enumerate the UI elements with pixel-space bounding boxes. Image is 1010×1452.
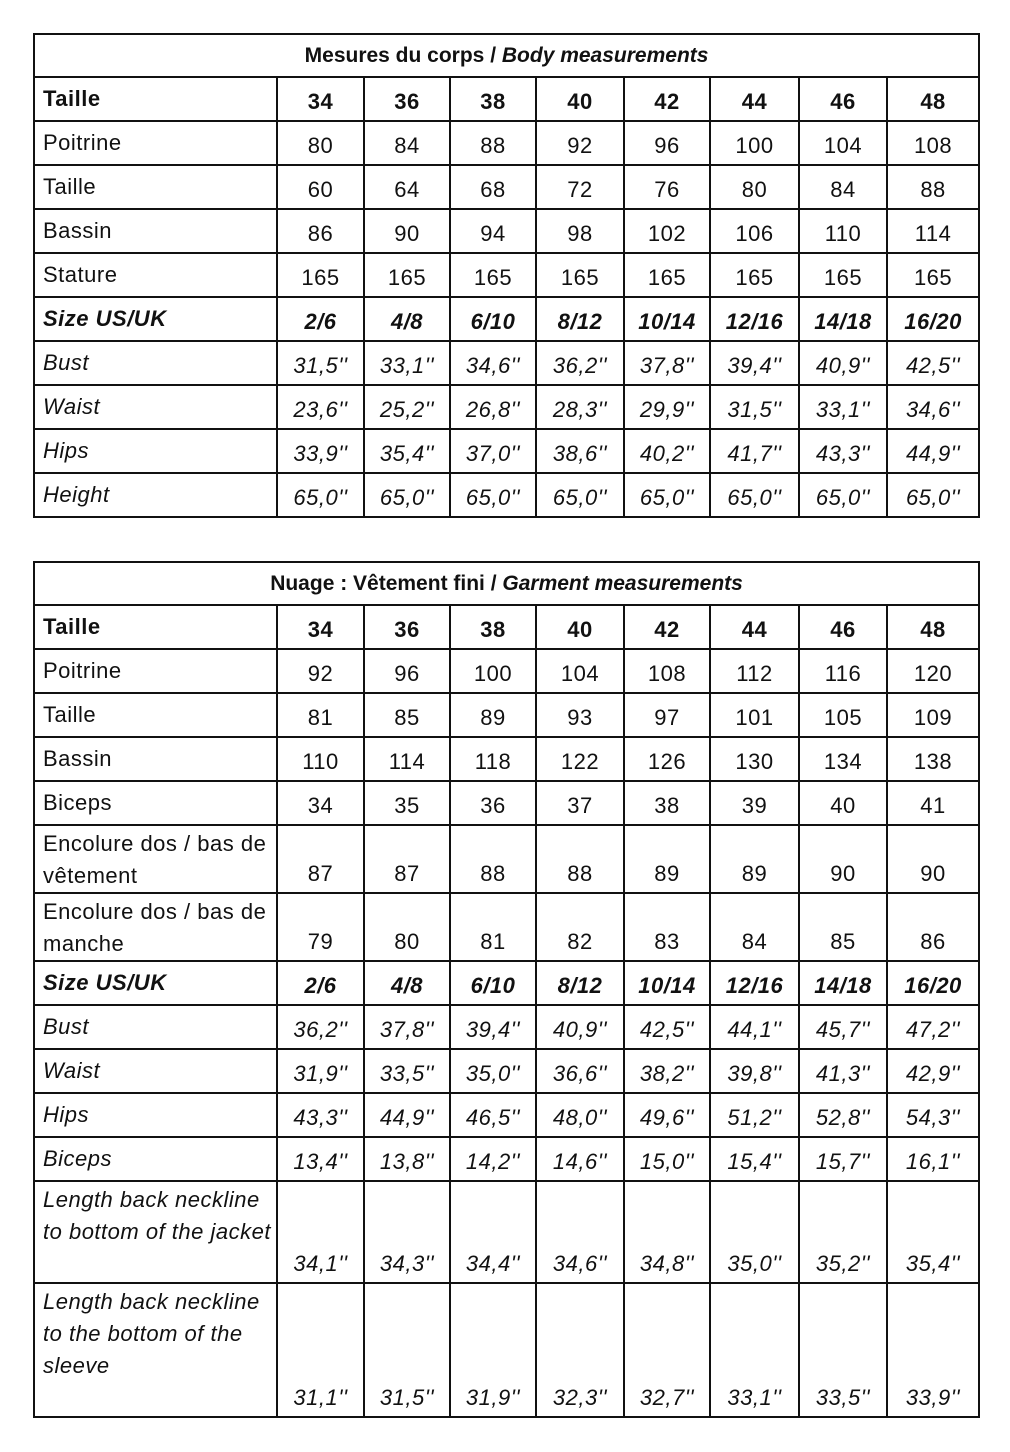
table-cell: 16/20 xyxy=(887,961,979,1005)
table-cell: 94 xyxy=(450,209,536,253)
table-cell: 32,3'' xyxy=(536,1283,624,1417)
table-row xyxy=(34,209,979,253)
table-row xyxy=(34,649,979,693)
table-cell: 100 xyxy=(710,121,799,165)
table-cell: 40,9'' xyxy=(799,341,887,385)
table-cell: 88 xyxy=(887,165,979,209)
table-cell: 33,5'' xyxy=(799,1283,887,1417)
table-title xyxy=(34,562,979,605)
table-cell: 104 xyxy=(536,649,624,693)
table-cell: 39 xyxy=(710,781,799,825)
table-cell: 106 xyxy=(710,209,799,253)
table-cell: 165 xyxy=(450,253,536,297)
row-label: Hips xyxy=(34,429,277,473)
table-cell: 6/10 xyxy=(450,961,536,1005)
table-cell: 36 xyxy=(450,781,536,825)
table-cell: 14/18 xyxy=(799,297,887,341)
table-cell: 35,4'' xyxy=(364,429,450,473)
table-cell: 65,0'' xyxy=(364,473,450,517)
table-row xyxy=(34,1181,979,1283)
table-row xyxy=(34,165,979,209)
table-cell: 97 xyxy=(624,693,710,737)
table-cell: 31,9'' xyxy=(450,1283,536,1417)
table-cell: 34,1'' xyxy=(277,1181,364,1283)
table-cell: 48,0'' xyxy=(536,1093,624,1137)
row-label: Biceps xyxy=(34,781,277,825)
table-cell: 37,8'' xyxy=(624,341,710,385)
table-cell: 52,8'' xyxy=(799,1093,887,1137)
table-cell: 8/12 xyxy=(536,297,624,341)
table-cell: 45,7'' xyxy=(799,1005,887,1049)
table-cell: 44 xyxy=(710,77,799,121)
table-cell: 88 xyxy=(536,825,624,893)
table-cell: 65,0'' xyxy=(624,473,710,517)
row-label: Taille xyxy=(34,693,277,737)
table-cell: 14,6'' xyxy=(536,1137,624,1181)
table-cell: 126 xyxy=(624,737,710,781)
table-cell: 15,0'' xyxy=(624,1137,710,1181)
table-row xyxy=(34,893,979,961)
table-cell: 92 xyxy=(536,121,624,165)
table-cell: 49,6'' xyxy=(624,1093,710,1137)
table-cell: 34 xyxy=(277,781,364,825)
table-row xyxy=(34,605,979,649)
table-cell: 14/18 xyxy=(799,961,887,1005)
table-cell: 90 xyxy=(364,209,450,253)
table-cell: 36 xyxy=(364,605,450,649)
table-cell: 81 xyxy=(277,693,364,737)
table-cell: 42 xyxy=(624,77,710,121)
table-cell: 65,0'' xyxy=(710,473,799,517)
table-cell: 96 xyxy=(624,121,710,165)
table-title xyxy=(34,34,979,77)
table-cell: 38,6'' xyxy=(536,429,624,473)
table-cell: 65,0'' xyxy=(450,473,536,517)
table-cell: 38 xyxy=(450,77,536,121)
table-cell: 138 xyxy=(887,737,979,781)
table-title-fr: Mesures du corps / xyxy=(304,43,502,67)
table-cell: 65,0'' xyxy=(277,473,364,517)
row-label: Taille xyxy=(34,77,277,121)
table-cell: 15,4'' xyxy=(710,1137,799,1181)
table-row xyxy=(34,1049,979,1093)
table-cell: 14,2'' xyxy=(450,1137,536,1181)
table-cell: 41,3'' xyxy=(799,1049,887,1093)
table-cell: 48 xyxy=(887,605,979,649)
table-cell: 79 xyxy=(277,893,364,961)
table-cell: 48 xyxy=(887,77,979,121)
row-label: Encolure dos / bas de manche xyxy=(34,893,277,961)
body-measurements-table xyxy=(33,33,980,518)
table-cell: 34,6'' xyxy=(887,385,979,429)
table-cell: 102 xyxy=(624,209,710,253)
table-cell: 36,2'' xyxy=(277,1005,364,1049)
row-label: Height xyxy=(34,473,277,517)
table-cell: 87 xyxy=(364,825,450,893)
row-label: Bust xyxy=(34,1005,277,1049)
table-row xyxy=(34,693,979,737)
table-cell: 33,9'' xyxy=(887,1283,979,1417)
table-cell: 23,6'' xyxy=(277,385,364,429)
table-cell: 84 xyxy=(799,165,887,209)
table-cell: 40,2'' xyxy=(624,429,710,473)
table-cell: 4/8 xyxy=(364,297,450,341)
table-cell: 65,0'' xyxy=(799,473,887,517)
table-cell: 29,9'' xyxy=(624,385,710,429)
row-label: Waist xyxy=(34,385,277,429)
row-label: Waist xyxy=(34,1049,277,1093)
table-row xyxy=(34,1283,979,1417)
table-cell: 37,0'' xyxy=(450,429,536,473)
table-cell: 42,9'' xyxy=(887,1049,979,1093)
table-cell: 35,4'' xyxy=(887,1181,979,1283)
table-cell: 10/14 xyxy=(624,961,710,1005)
table-cell: 108 xyxy=(887,121,979,165)
table-cell: 42,5'' xyxy=(887,341,979,385)
table-cell: 34,3'' xyxy=(364,1181,450,1283)
table-row xyxy=(34,341,979,385)
table-cell: 35,0'' xyxy=(710,1181,799,1283)
table-cell: 84 xyxy=(710,893,799,961)
table-cell: 109 xyxy=(887,693,979,737)
table-cell: 47,2'' xyxy=(887,1005,979,1049)
table-cell: 28,3'' xyxy=(536,385,624,429)
table-cell: 35 xyxy=(364,781,450,825)
table-cell: 89 xyxy=(450,693,536,737)
table-cell: 80 xyxy=(364,893,450,961)
table-cell: 82 xyxy=(536,893,624,961)
table-cell: 98 xyxy=(536,209,624,253)
table-cell: 25,2'' xyxy=(364,385,450,429)
table-cell: 12/16 xyxy=(710,297,799,341)
table-cell: 31,5'' xyxy=(710,385,799,429)
table-cell: 165 xyxy=(624,253,710,297)
table-row xyxy=(34,961,979,1005)
table-cell: 43,3'' xyxy=(799,429,887,473)
table-cell: 35,0'' xyxy=(450,1049,536,1093)
table-cell: 12/16 xyxy=(710,961,799,1005)
table-cell: 34,8'' xyxy=(624,1181,710,1283)
table-row xyxy=(34,77,979,121)
table-cell: 39,4'' xyxy=(710,341,799,385)
table-cell: 40,9'' xyxy=(536,1005,624,1049)
table-cell: 36,2'' xyxy=(536,341,624,385)
table-cell: 39,4'' xyxy=(450,1005,536,1049)
table-cell: 114 xyxy=(364,737,450,781)
table-row xyxy=(34,1137,979,1181)
table-cell: 16,1'' xyxy=(887,1137,979,1181)
table-cell: 38 xyxy=(450,605,536,649)
table-cell: 110 xyxy=(799,209,887,253)
table-cell: 41,7'' xyxy=(710,429,799,473)
table-cell: 104 xyxy=(799,121,887,165)
table-cell: 38 xyxy=(624,781,710,825)
table-cell: 44,9'' xyxy=(364,1093,450,1137)
table-cell: 86 xyxy=(887,893,979,961)
table-cell: 165 xyxy=(887,253,979,297)
table-cell: 4/8 xyxy=(364,961,450,1005)
row-label: Size US/UK xyxy=(34,961,277,1005)
table-cell: 134 xyxy=(799,737,887,781)
table-cell: 37,8'' xyxy=(364,1005,450,1049)
table-cell: 33,1'' xyxy=(364,341,450,385)
garment-measurements-table xyxy=(33,561,980,1418)
table-cell: 60 xyxy=(277,165,364,209)
row-label: Poitrine xyxy=(34,121,277,165)
table-row xyxy=(34,473,979,517)
table-cell: 64 xyxy=(364,165,450,209)
table-cell: 34,6'' xyxy=(450,341,536,385)
table-cell: 118 xyxy=(450,737,536,781)
table-cell: 37 xyxy=(536,781,624,825)
row-label: Length back neckline to the bottom of the sleeve xyxy=(34,1283,277,1417)
table-cell: 112 xyxy=(710,649,799,693)
table-cell: 46 xyxy=(799,77,887,121)
table-cell: 165 xyxy=(277,253,364,297)
table-cell: 40 xyxy=(536,605,624,649)
row-label: Bassin xyxy=(34,737,277,781)
row-label: Biceps xyxy=(34,1137,277,1181)
row-label: Taille xyxy=(34,165,277,209)
table-cell: 44 xyxy=(710,605,799,649)
table-cell: 80 xyxy=(710,165,799,209)
row-label: Hips xyxy=(34,1093,277,1137)
table-cell: 100 xyxy=(450,649,536,693)
table-cell: 86 xyxy=(277,209,364,253)
table-cell: 165 xyxy=(364,253,450,297)
table-cell: 81 xyxy=(450,893,536,961)
table-cell: 34,4'' xyxy=(450,1181,536,1283)
table-cell: 34 xyxy=(277,77,364,121)
row-label: Bust xyxy=(34,341,277,385)
table-title-fr: Nuage : Vêtement fini / xyxy=(270,571,503,595)
table-cell: 90 xyxy=(799,825,887,893)
row-label: Taille xyxy=(34,605,277,649)
table-cell: 33,1'' xyxy=(710,1283,799,1417)
table-cell: 101 xyxy=(710,693,799,737)
table-cell: 13,8'' xyxy=(364,1137,450,1181)
table-cell: 31,5'' xyxy=(277,341,364,385)
row-label: Encolure dos / bas de vêtement xyxy=(34,825,277,893)
table-cell: 165 xyxy=(799,253,887,297)
table-cell: 40 xyxy=(799,781,887,825)
table-cell: 80 xyxy=(277,121,364,165)
table-cell: 15,7'' xyxy=(799,1137,887,1181)
table-cell: 51,2'' xyxy=(710,1093,799,1137)
table-cell: 16/20 xyxy=(887,297,979,341)
table-cell: 120 xyxy=(887,649,979,693)
table-cell: 31,9'' xyxy=(277,1049,364,1093)
table-cell: 36 xyxy=(364,77,450,121)
table-cell: 33,9'' xyxy=(277,429,364,473)
row-label: Size US/UK xyxy=(34,297,277,341)
table-cell: 108 xyxy=(624,649,710,693)
table-cell: 10/14 xyxy=(624,297,710,341)
table-cell: 92 xyxy=(277,649,364,693)
table-cell: 84 xyxy=(364,121,450,165)
table-cell: 32,7'' xyxy=(624,1283,710,1417)
table-cell: 114 xyxy=(887,209,979,253)
table-cell: 36,6'' xyxy=(536,1049,624,1093)
table-row xyxy=(34,253,979,297)
table-cell: 31,5'' xyxy=(364,1283,450,1417)
table-cell: 130 xyxy=(710,737,799,781)
table-cell: 88 xyxy=(450,825,536,893)
table-title-en: Body measurements xyxy=(501,43,709,67)
table-row xyxy=(34,429,979,473)
table-cell: 65,0'' xyxy=(887,473,979,517)
table-title-en: Garment measurements xyxy=(502,571,743,595)
row-label: Poitrine xyxy=(34,649,277,693)
table-cell: 40 xyxy=(536,77,624,121)
row-label: Bassin xyxy=(34,209,277,253)
table-cell: 90 xyxy=(887,825,979,893)
table-cell: 89 xyxy=(624,825,710,893)
table-cell: 87 xyxy=(277,825,364,893)
table-row xyxy=(34,825,979,893)
table-cell: 76 xyxy=(624,165,710,209)
table-cell: 39,8'' xyxy=(710,1049,799,1093)
table-cell: 46 xyxy=(799,605,887,649)
table-cell: 31,1'' xyxy=(277,1283,364,1417)
table-cell: 85 xyxy=(799,893,887,961)
table-cell: 33,1'' xyxy=(799,385,887,429)
table-row xyxy=(34,781,979,825)
table-cell: 85 xyxy=(364,693,450,737)
table-cell: 116 xyxy=(799,649,887,693)
table-cell: 105 xyxy=(799,693,887,737)
table-cell: 72 xyxy=(536,165,624,209)
table-cell: 13,4'' xyxy=(277,1137,364,1181)
table-cell: 46,5'' xyxy=(450,1093,536,1137)
table-cell: 8/12 xyxy=(536,961,624,1005)
table-cell: 165 xyxy=(536,253,624,297)
table-row xyxy=(34,385,979,429)
table-cell: 42 xyxy=(624,605,710,649)
table-cell: 65,0'' xyxy=(536,473,624,517)
row-label: Stature xyxy=(34,253,277,297)
table-cell: 68 xyxy=(450,165,536,209)
table-cell: 44,9'' xyxy=(887,429,979,473)
table-cell: 93 xyxy=(536,693,624,737)
table-cell: 89 xyxy=(710,825,799,893)
table-row xyxy=(34,1005,979,1049)
table-cell: 122 xyxy=(536,737,624,781)
table-cell: 165 xyxy=(710,253,799,297)
table-cell: 41 xyxy=(887,781,979,825)
table-cell: 43,3'' xyxy=(277,1093,364,1137)
table-cell: 33,5'' xyxy=(364,1049,450,1093)
table-cell: 83 xyxy=(624,893,710,961)
table-cell: 35,2'' xyxy=(799,1181,887,1283)
table-cell: 110 xyxy=(277,737,364,781)
table-cell: 34 xyxy=(277,605,364,649)
table-row xyxy=(34,297,979,341)
table-cell: 54,3'' xyxy=(887,1093,979,1137)
row-label: Length back neckline to bottom of the jacket xyxy=(34,1181,277,1283)
table-cell: 38,2'' xyxy=(624,1049,710,1093)
table-row xyxy=(34,1093,979,1137)
table-row xyxy=(34,737,979,781)
table-cell: 88 xyxy=(450,121,536,165)
table-cell: 26,8'' xyxy=(450,385,536,429)
table-row xyxy=(34,121,979,165)
table-cell: 96 xyxy=(364,649,450,693)
table-cell: 2/6 xyxy=(277,297,364,341)
table-cell: 42,5'' xyxy=(624,1005,710,1049)
table-cell: 44,1'' xyxy=(710,1005,799,1049)
table-cell: 34,6'' xyxy=(536,1181,624,1283)
table-cell: 6/10 xyxy=(450,297,536,341)
table-cell: 2/6 xyxy=(277,961,364,1005)
